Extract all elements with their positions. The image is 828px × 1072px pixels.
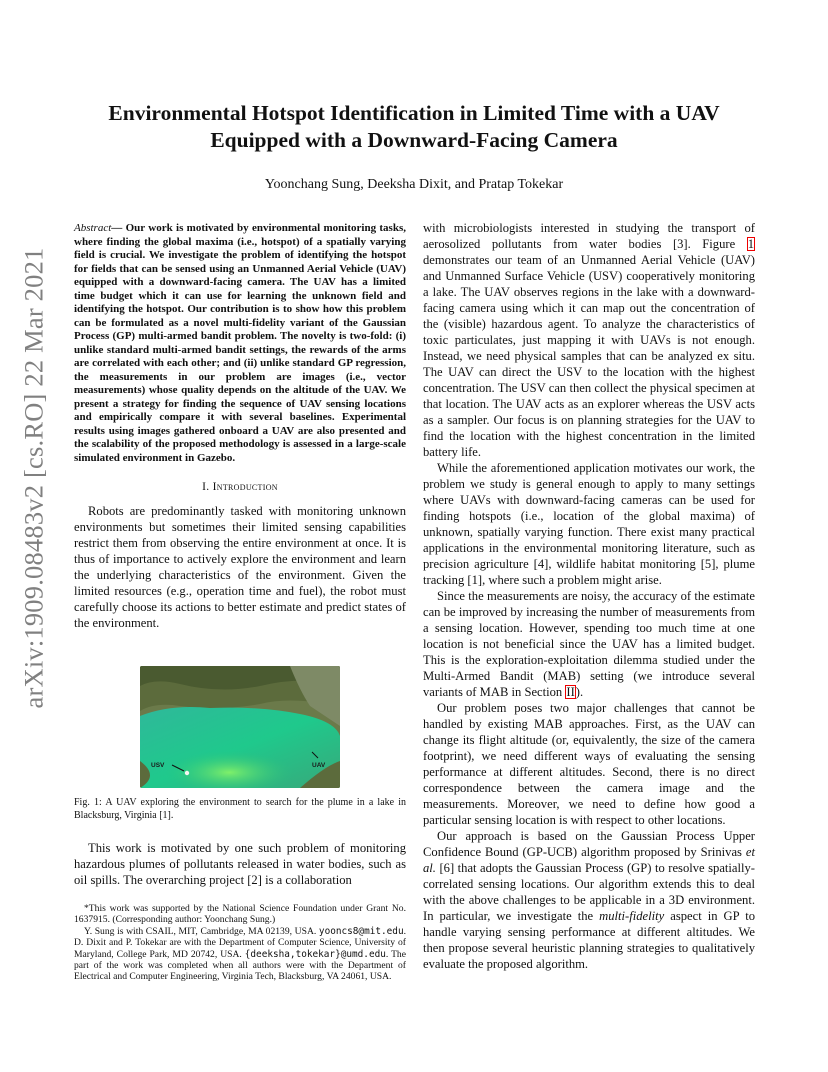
abstract-label: Abstract bbox=[74, 222, 112, 234]
footnotes bbox=[74, 903, 406, 983]
paragraph: Since the measurements are noisy, the accuracy of the estimate can be improved by increasing the number of measurements from a sensing location. However, spending too much time at one location is not beneficial since the UAV has a limited budget. This is the exploration-exploitation dilemma studied under the Multi-Armed Bandit (MAB) setting (we introduce several variants of MAB in Section II). bbox=[423, 589, 755, 699]
right-column bbox=[423, 220, 755, 972]
motivation-paragraph: This work is motivated by one such problem of monitoring hazardous plumes of pollutants released in water bodies, such as oil spills. The overarching project [2] is a collaboration bbox=[74, 841, 406, 887]
paragraph: Our approach is based on the Gaussian Process Upper Confidence Bound (GP-UCB) algorithm proposed by Srinivas et al. [6] that adopts the Gaussian Process (GP) to resolve spatially-correlated sensing locations. Our algorithm extends this to deal with the above challenges to be applicable in a 3D environment. In particular, we investigate the multi-fidelity aspect in GP to handle varying sensing performance at different altitudes. We then propose several heuristic planning strategies to qualitatively evaluate the proposed algorithm. bbox=[423, 829, 755, 971]
email-link[interactable]: {deeksha,tokekar}@umd.edu bbox=[244, 948, 386, 960]
left-column bbox=[74, 222, 406, 631]
paragraph: Our problem poses two major challenges that cannot be handled by existing MAB approaches. First, as the UAV can change its flight altitude (or, equivalently, the size of the camera footprint), we need different ways of evaluating the sensing performance at different altitudes. Second, there is no direct correspondence between the camera image and the measurements. Moreover, we need to define how good a particular sensing location is with respect to other locations. bbox=[423, 701, 755, 827]
uav-label: UAV bbox=[312, 762, 326, 769]
arxiv-id: arXiv:1909.08483v2 [cs.RO] 22 Mar 2021 bbox=[18, 247, 49, 709]
section-number: I. bbox=[202, 481, 210, 493]
section-ref-link[interactable]: II bbox=[566, 685, 575, 699]
footnote-funding: *This work was supported by the National Science Foundation under Grant No. 1637915. (Corresponding author: Yoonchang Sung.) bbox=[74, 903, 406, 926]
paper-title: Environmental Hotspot Identification in Limited Time with a UAV Equipped with a Downward-Facing Camera bbox=[108, 101, 720, 152]
section-title: Introduction bbox=[212, 481, 278, 493]
email-link[interactable]: yooncs8@mit.edu bbox=[318, 925, 404, 937]
paper-authors: Yoonchang Sung, Deeksha Dixit, and Pratap Tokekar bbox=[264, 177, 564, 192]
paragraph: While the aforementioned application motivates our work, the problem we study is general enough to apply to many settings where UAVs with downward-facing cameras can be used for finding hotspots (i.e., location of the global maxima) of unknown, spatially varying function. There exist many practical applications in the environmental monitoring literature, such as precision agriculture [4], wildlife habitat monitoring [5], plume tracking [1], where such a problem might arise. bbox=[423, 461, 755, 587]
figure-lake-photo bbox=[140, 666, 340, 788]
arxiv-stamp bbox=[14, 0, 54, 1072]
paragraph: with microbiologists interested in studying the transport of aerosolized pollutants from water bodies [3]. Figure 1 demonstrates our team of an Unmanned Aerial Vehicle (UAV) and Unmanned Surface Vehicle (USV) cooperatively monitoring a lake. The UAV observes regions in the lake with a downward-facing camera using which it can map out the concentration of the (visible) hazardous agent. To analyze the characteristics of toxic particulates, just mapping it with UAVs is not enough. Instead, we need physical samples that can be analyzed ex situ. The UAV can direct the USV to the location with the highest concentration. The USV can then collect the physical specimen at that location. The UAV acts as an explorer whereas the USV acts as a sampler. Our focus is on planning strategies for the UAV to find the location with the highest concentration in the limited battery life. bbox=[423, 221, 755, 459]
abstract-text: — Our work is motivated by environmental monitoring tasks, where finding the global maxima (i.e., hotspot) of a spatially varying field is crucial. We investigate the problem of identifying the hotspot for fields that can be sensed using an Unmanned Aerial Vehicle (UAV) equipped with a downward-facing camera. The UAV has a limited time budget which it can use for learning the unknown field and identifying the hotspot. Our contribution is to show how this problem can be formulated as a novel multi-fidelity variant of the Gaussian Process (GP) multi-armed bandit problem. The novelty is two-fold: (i) unlike standard multi-armed bandit settings, the rewards of the arms are correlated with each other; and (ii) unlike standard GP regression, the measurements in our problem are images (i.e., vector measurements) whose quality depends on the altitude of the UAV. We present a strategy for finding the sequence of UAV sensing locations and empirically compare it with several baselines. Experimental results using images gathered onboard a UAV are also presented and the scalability of the proposed methodology is assessed in a large-scale simulated environment in Gazebo. bbox=[74, 222, 406, 464]
footnote-affiliations: Y. Sung is with CSAIL, MIT, Cambridge, MA 02139, USA. yooncs8@mit.edu. D. Dixit and P. Tokekar are with the Department of Computer Science, University of Maryland, College Park, MD 20742, USA. {deeksha,tokekar}@umd.edu. The part of the work was completed when all authors were with the Department of Electrical and Computer Engineering, Virginia Tech, Blacksburg, VA 24061, USA. bbox=[74, 925, 406, 983]
figure-caption: Fig. 1: A UAV exploring the environment to search for the plume in a lake in Blacksburg, Virginia [1]. bbox=[74, 797, 406, 821]
usv-label: USV bbox=[151, 762, 165, 769]
intro-paragraph: Robots are predominantly tasked with monitoring unknown environments but sometimes their limited sensing capabilities restrict them from observing the entire environment at once. It is thus of importance to actively explore the environment and learn the underlying characteristics of the environment. Given the limited resources (e.g., operation time and fuel), the robot must carefully choose its actions to better estimate and predict states of the environment. bbox=[74, 504, 406, 630]
figure-ref-link[interactable]: 1 bbox=[747, 237, 754, 251]
abstract bbox=[74, 222, 406, 465]
lake-photo bbox=[140, 666, 340, 788]
section-heading bbox=[74, 479, 406, 495]
